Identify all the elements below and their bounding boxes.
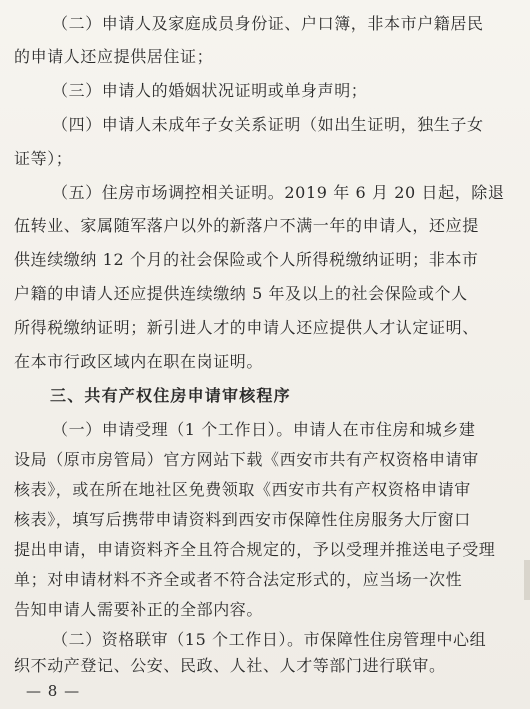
text-line: 供连续缴纳 12 个月的社会保险或个人所得税缴纳证明；非本市 — [14, 250, 479, 269]
text-line: （二）资格联审（15 个工作日）。市保障性住房管理中心组 — [52, 630, 487, 649]
text-line: 所得税缴纳证明；新引进人才的申请人还应提供人才认定证明、 — [14, 318, 479, 337]
text-line: 单；对申请材料不齐全或者不符合法定形式的，应当场一次性 — [14, 570, 463, 589]
text-line: 伍转业、家属随军落户以外的新落户不满一年的申请人，还应提 — [14, 216, 479, 235]
text-line: 提出申请，申请资料齐全且符合规定的，予以受理并推送电子受理 — [14, 540, 496, 559]
text-line: 在本市行政区域内在职在岗证明。 — [14, 352, 264, 371]
text-line: （五）住房市场调控相关证明。2019 年 6 月 20 日起，除退 — [52, 183, 505, 202]
page-edge-shadow — [524, 560, 530, 600]
text-line: （四）申请人未成年子女关系证明（如出生证明，独生子女 — [52, 115, 484, 134]
text-line: 告知申请人需要补正的全部内容。 — [14, 600, 264, 619]
text-line: 的申请人还应提供居住证； — [14, 47, 214, 66]
text-line: 证等）； — [14, 149, 73, 168]
text-line: 核表》，填写后携带申请资料到西安市保障性住房服务大厅窗口 — [14, 510, 471, 529]
text-line: 核表》，或在所在地社区免费领取《西安市共有产权资格申请审 — [14, 480, 471, 499]
text-line: 织不动产登记、公安、民政、人社、人才等部门进行联审。 — [14, 656, 446, 675]
section-heading: 三、共有产权住房申请审核程序 — [50, 386, 291, 405]
text-line: 设局（原市房管局）官方网站下载《西安市共有产权资格申请审 — [14, 450, 479, 469]
text-line: （三）申请人的婚姻状况证明或单身声明； — [52, 81, 368, 100]
page-number: — 8 — — [26, 682, 81, 700]
text-line: （一）申请受理（1 个工作日）。申请人在市住房和城乡建 — [52, 420, 476, 439]
text-line: （二）申请人及家庭成员身份证、户口簿，非本市户籍居民 — [52, 14, 484, 33]
text-line: 户籍的申请人还应提供连续缴纳 5 年及以上的社会保险或个人 — [14, 284, 468, 303]
